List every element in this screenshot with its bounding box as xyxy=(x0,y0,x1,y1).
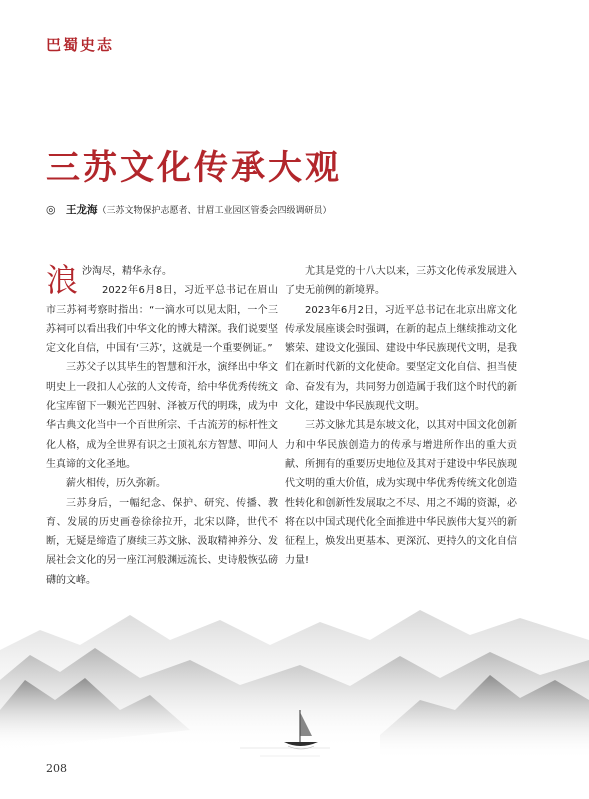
author-line xyxy=(46,202,546,217)
column-label: 巴蜀史志 xyxy=(46,36,115,54)
article-title: 三苏文化传承大观 xyxy=(46,148,342,188)
author-role: （三苏文物保护志愿者、甘眉工业园区管委会四级调研员） xyxy=(97,206,332,216)
paragraph: 薪火相传，历久弥新。 xyxy=(66,478,166,490)
page-number: 208 xyxy=(46,762,67,775)
paragraph: 三苏文脉尤其是东坡文化，以其对中国文化创新力和中华民族创造力的传承与增进所作出的重大贡献、所拥有的重要历史地位及其对于建设中华民族现代文明的重大价值，成为实现中华优秀传统文化创造性转化和创新性发展取之不尽、用之不竭的资源，必将在以中国式现代化全面推进中华民族伟大复兴的新征程上，焕发出更基本、更深沉、更持久的文化自信力量! xyxy=(285,420,517,567)
ink-landscape-illustration xyxy=(0,560,589,799)
drop-cap: 浪 xyxy=(46,261,79,299)
bullet-icon: ◎ xyxy=(46,203,56,216)
paragraph xyxy=(46,261,278,299)
paragraph-text: 沙淘尽，精华永存。 xyxy=(82,266,173,277)
paragraph: 三苏身后，一幅纪念、保护、研究、传播、教育、发展的历史画卷徐徐拉开，北宋以降，世代不断，无疑是缔造了赓续三苏文脉、汲取精神养分、发展社会文化的另一座江河般渊远流长、史诗般恢弘磅礴的文峰。 xyxy=(46,497,278,586)
left-column xyxy=(46,262,278,590)
paragraph: 尤其是党的十八大以来，三苏文化传承发展进入了史无前例的新境界。 xyxy=(285,266,517,297)
paragraph: 三苏父子以其毕生的智慧和汗水，演绎出中华文明史上一段扣人心弦的人文传奇，给中华优秀传统文化宝库留下一颗光芒四射、泽被万代的明珠，成为中华古典文化当中一个百世所宗、千古流芳的标杆性文化人格，成为全世界有识之士顶礼东方智慧、叩问人生真谛的文化圣地。 xyxy=(46,362,278,470)
paragraph: 2023年6月2日，习近平总书记在北京出席文化传承发展座谈会时强调，在新的起点上继续推动文化繁荣、建设文化强国、建设中华民族现代文明，是我们在新时代新的文化使命。要坚定文化自信、担当使命、奋发有为，共同努力创造属于我们这个时代的新文化，建设中华民族现代文明。 xyxy=(285,304,517,413)
author-name: 王龙海 xyxy=(66,204,98,216)
right-column xyxy=(285,262,517,571)
paragraph: 2022年6月8日，习近平总书记在眉山市三苏祠考察时指出：“一滴水可以见太阳，一个三苏祠可以看出我们中华文化的博大精深。我们说要坚定文化自信，中国有‘三苏’，这就是一个重要例证。” xyxy=(46,285,278,355)
